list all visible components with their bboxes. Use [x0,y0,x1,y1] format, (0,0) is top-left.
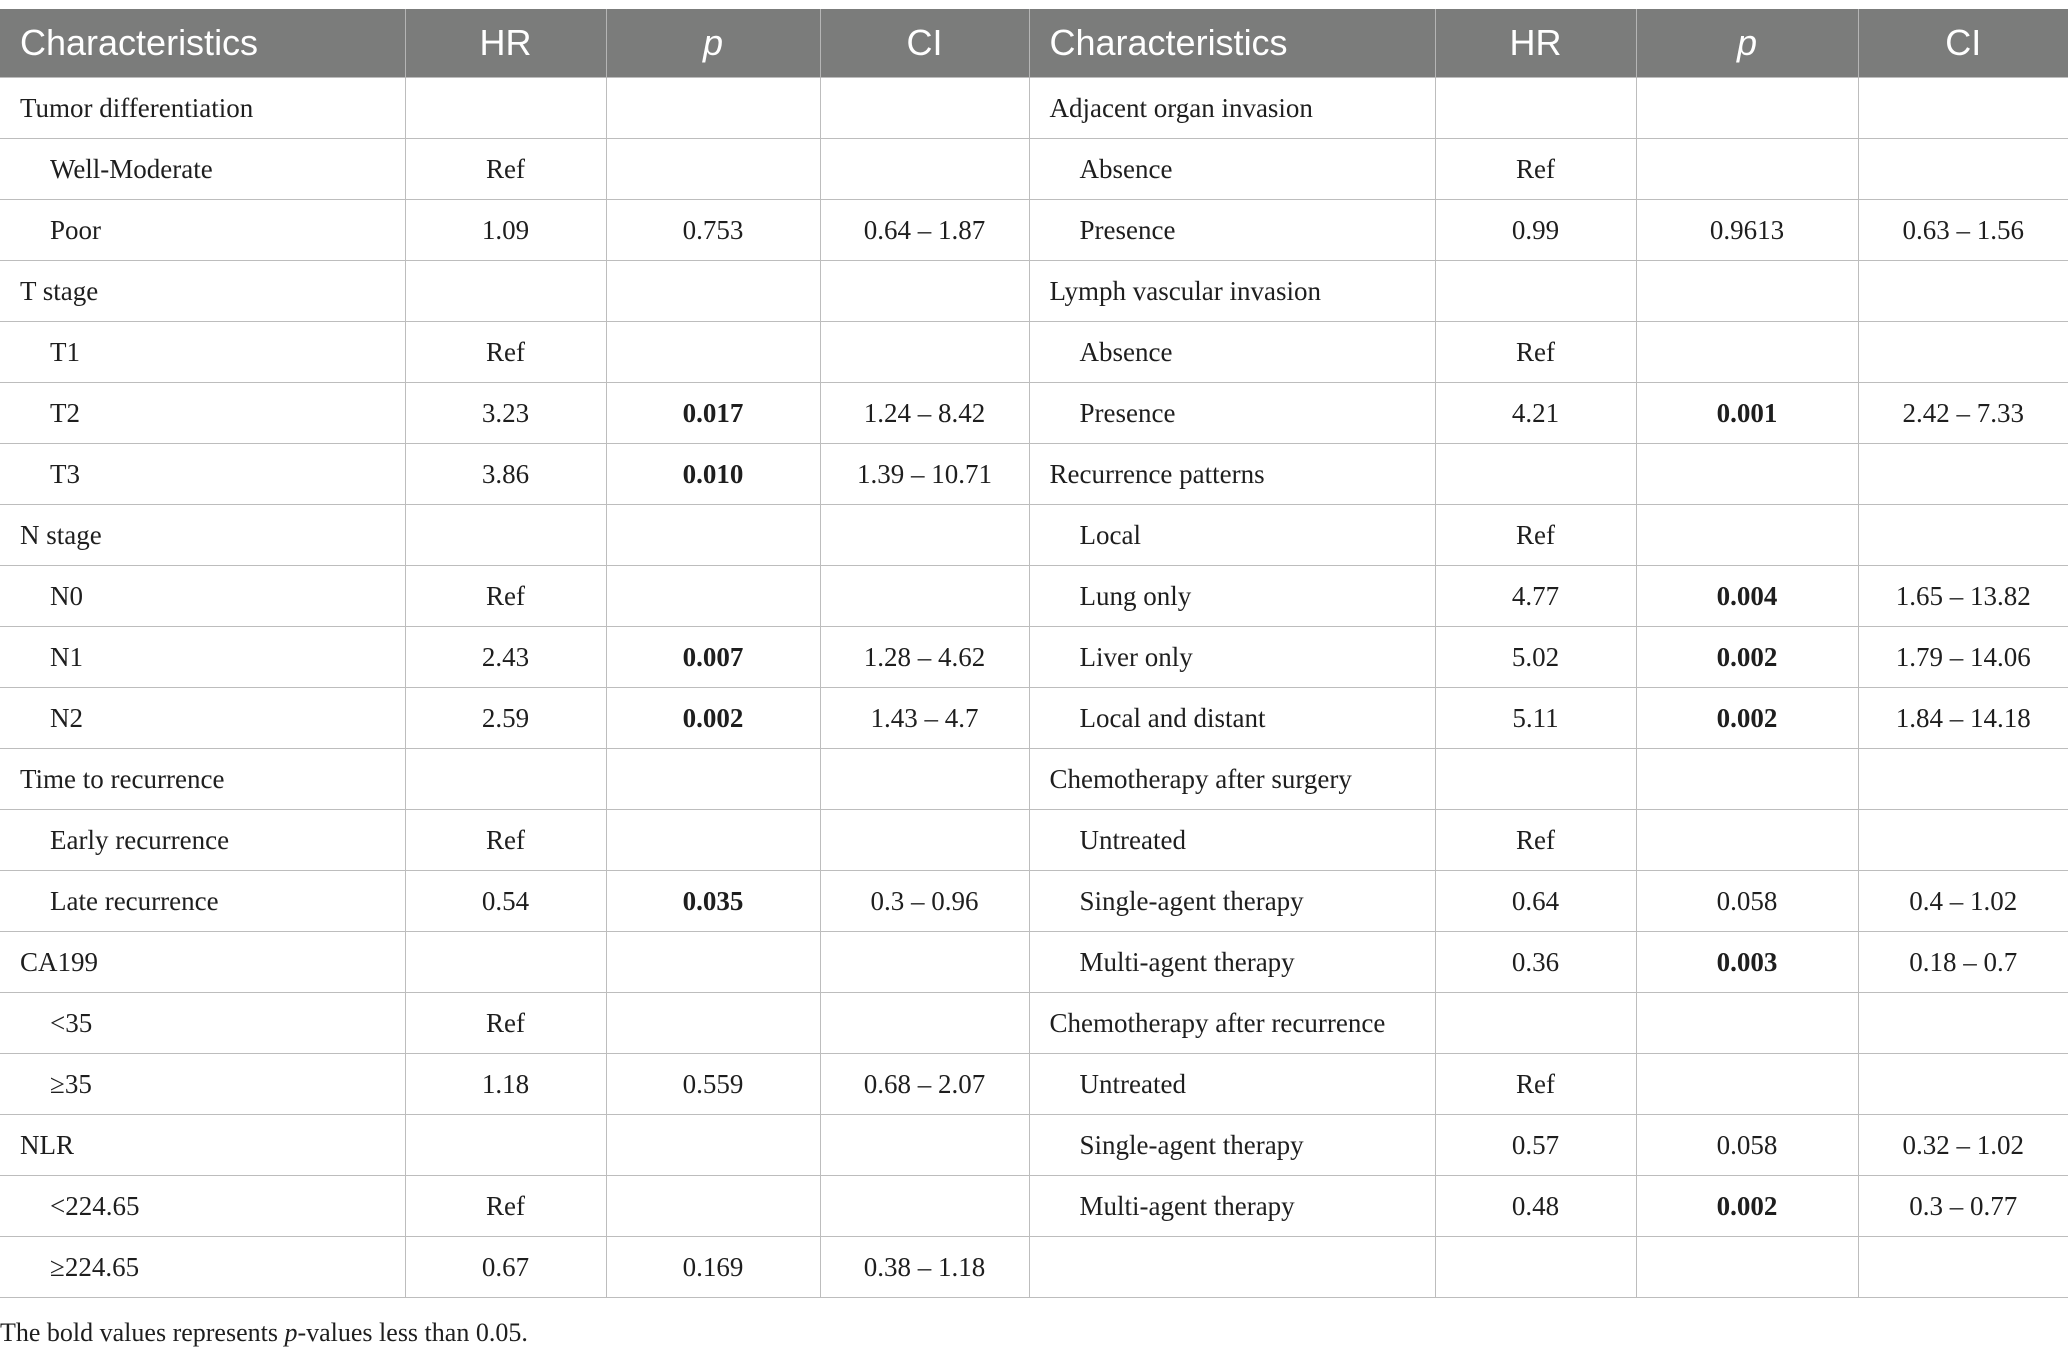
right-hr-cell [1435,261,1636,322]
right-characteristic-cell: Multi-agent therapy [1029,1176,1435,1237]
left-ci-cell [820,1176,1029,1237]
right-ci-cell: 1.84 – 14.18 [1858,688,2068,749]
left-characteristic-cell: Well-Moderate [0,139,405,200]
right-p-value-cell [1636,139,1858,200]
table-row [0,810,2068,871]
table-row [0,139,2068,200]
right-hr-cell [1435,444,1636,505]
left-p-value-cell: 0.010 [606,444,820,505]
right-characteristic-cell: Presence [1029,383,1435,444]
left-hr-cell: Ref [405,993,606,1054]
left-hr-cell: 2.59 [405,688,606,749]
right-characteristic-cell: Single-agent therapy [1029,871,1435,932]
right-p-value-cell [1636,993,1858,1054]
left-p-value-cell [606,749,820,810]
right-hr-cell: 5.11 [1435,688,1636,749]
right-hr-cell: 4.77 [1435,566,1636,627]
left-ci-cell: 1.43 – 4.7 [820,688,1029,749]
left-characteristic-cell: CA199 [0,932,405,993]
left-hr-cell [405,1115,606,1176]
right-hr-cell: Ref [1435,139,1636,200]
right-characteristic-cell: Local [1029,505,1435,566]
table-body [0,78,2068,1298]
right-characteristic-cell: Liver only [1029,627,1435,688]
right-p-value-cell [1636,1054,1858,1115]
right-p-value-cell: 0.058 [1636,1115,1858,1176]
right-characteristic-cell: Multi-agent therapy [1029,932,1435,993]
table-row [0,505,2068,566]
header-characteristics-right: Characteristics [1029,9,1435,78]
left-ci-cell: 0.64 – 1.87 [820,200,1029,261]
table-row [0,566,2068,627]
right-ci-cell: 1.79 – 14.06 [1858,627,2068,688]
left-hr-cell: 3.23 [405,383,606,444]
table-row [0,78,2068,139]
table-row [0,627,2068,688]
table-row [0,932,2068,993]
results-table-container [0,9,2068,1298]
left-p-value-cell [606,139,820,200]
left-ci-cell [820,505,1029,566]
left-hr-cell: 1.09 [405,200,606,261]
right-ci-cell [1858,139,2068,200]
right-p-value-cell: 0.001 [1636,383,1858,444]
right-ci-cell [1858,1237,2068,1298]
table-row [0,1237,2068,1298]
table-row [0,1054,2068,1115]
left-p-value-cell [606,1115,820,1176]
left-p-value-cell: 0.017 [606,383,820,444]
left-p-value-cell [606,322,820,383]
left-characteristic-cell: NLR [0,1115,405,1176]
table-footnote [0,1318,528,1348]
left-hr-cell: 0.67 [405,1237,606,1298]
footnote-text-before: The bold values represents [0,1318,285,1347]
right-p-value-cell [1636,261,1858,322]
left-hr-cell: 3.86 [405,444,606,505]
right-ci-cell [1858,78,2068,139]
left-characteristic-cell: T stage [0,261,405,322]
left-p-value-cell [606,1176,820,1237]
right-ci-cell: 0.32 – 1.02 [1858,1115,2068,1176]
left-p-value-cell: 0.007 [606,627,820,688]
header-hr-right: HR [1435,9,1636,78]
right-ci-cell: 0.3 – 0.77 [1858,1176,2068,1237]
footnote-text-after: -values less than 0.05. [297,1318,528,1347]
right-ci-cell [1858,810,2068,871]
table-row [0,749,2068,810]
left-ci-cell: 1.28 – 4.62 [820,627,1029,688]
left-ci-cell: 0.3 – 0.96 [820,871,1029,932]
left-ci-cell: 1.24 – 8.42 [820,383,1029,444]
left-characteristic-cell: T1 [0,322,405,383]
left-characteristic-cell: ≥35 [0,1054,405,1115]
header-ci-left: CI [820,9,1029,78]
right-hr-cell: Ref [1435,810,1636,871]
left-ci-cell [820,261,1029,322]
right-ci-cell [1858,322,2068,383]
left-characteristic-cell: Poor [0,200,405,261]
left-ci-cell: 0.38 – 1.18 [820,1237,1029,1298]
left-characteristic-cell: N stage [0,505,405,566]
right-p-value-cell: 0.058 [1636,871,1858,932]
right-p-value-cell [1636,1237,1858,1298]
left-characteristic-cell: N0 [0,566,405,627]
right-hr-cell: Ref [1435,1054,1636,1115]
right-characteristic-cell: Untreated [1029,1054,1435,1115]
hazard-ratio-table [0,9,2068,1298]
right-characteristic-cell: Absence [1029,139,1435,200]
table-row [0,261,2068,322]
left-ci-cell: 1.39 – 10.71 [820,444,1029,505]
right-hr-cell [1435,78,1636,139]
right-p-value-cell: 0.003 [1636,932,1858,993]
left-characteristic-cell: Tumor differentiation [0,78,405,139]
table-row [0,688,2068,749]
right-hr-cell: Ref [1435,322,1636,383]
right-ci-cell [1858,749,2068,810]
table-row [0,871,2068,932]
right-p-value-cell [1636,505,1858,566]
left-p-value-cell [606,505,820,566]
left-hr-cell [405,932,606,993]
right-hr-cell: 0.48 [1435,1176,1636,1237]
left-hr-cell: Ref [405,139,606,200]
table-row [0,1176,2068,1237]
right-ci-cell [1858,505,2068,566]
right-ci-cell: 1.65 – 13.82 [1858,566,2068,627]
right-p-value-cell [1636,322,1858,383]
footnote-p-italic: p [284,1318,298,1347]
left-hr-cell [405,749,606,810]
left-hr-cell [405,261,606,322]
right-characteristic-cell: Single-agent therapy [1029,1115,1435,1176]
right-characteristic-cell: Absence [1029,322,1435,383]
right-p-value-cell [1636,749,1858,810]
left-characteristic-cell: <35 [0,993,405,1054]
left-p-value-cell: 0.753 [606,200,820,261]
left-hr-cell: Ref [405,1176,606,1237]
table-header [0,9,2068,78]
right-hr-cell: 4.21 [1435,383,1636,444]
left-characteristic-cell: N2 [0,688,405,749]
right-p-value-cell: 0.004 [1636,566,1858,627]
header-ci-right: CI [1858,9,2068,78]
left-p-value-cell [606,993,820,1054]
right-characteristic-cell: Presence [1029,200,1435,261]
left-p-value-cell [606,566,820,627]
right-ci-cell: 0.4 – 1.02 [1858,871,2068,932]
left-p-value-cell: 0.169 [606,1237,820,1298]
left-hr-cell: 1.18 [405,1054,606,1115]
left-p-value-cell: 0.002 [606,688,820,749]
table-row [0,383,2068,444]
right-hr-cell [1435,993,1636,1054]
header-p-right: p [1636,9,1858,78]
right-hr-cell: 0.64 [1435,871,1636,932]
left-characteristic-cell: Time to recurrence [0,749,405,810]
left-characteristic-cell: N1 [0,627,405,688]
right-characteristic-cell: Adjacent organ invasion [1029,78,1435,139]
header-hr-left: HR [405,9,606,78]
right-p-value-cell: 0.9613 [1636,200,1858,261]
header-characteristics-left: Characteristics [0,9,405,78]
right-characteristic-cell: Local and distant [1029,688,1435,749]
right-ci-cell [1858,444,2068,505]
table-row [0,993,2068,1054]
left-ci-cell [820,993,1029,1054]
right-characteristic-cell: Recurrence patterns [1029,444,1435,505]
right-hr-cell [1435,1237,1636,1298]
right-ci-cell [1858,1054,2068,1115]
header-p-left: p [606,9,820,78]
left-hr-cell: Ref [405,322,606,383]
header-row [0,9,2068,78]
right-characteristic-cell [1029,1237,1435,1298]
left-ci-cell [820,139,1029,200]
right-hr-cell [1435,749,1636,810]
left-hr-cell: Ref [405,566,606,627]
left-characteristic-cell: ≥224.65 [0,1237,405,1298]
left-p-value-cell [606,932,820,993]
left-ci-cell [820,566,1029,627]
left-hr-cell: Ref [405,810,606,871]
left-characteristic-cell: Late recurrence [0,871,405,932]
right-p-value-cell: 0.002 [1636,627,1858,688]
left-characteristic-cell: T2 [0,383,405,444]
left-characteristic-cell: Early recurrence [0,810,405,871]
right-characteristic-cell: Chemotherapy after recurrence [1029,993,1435,1054]
right-p-value-cell: 0.002 [1636,688,1858,749]
left-ci-cell [820,749,1029,810]
right-characteristic-cell: Lymph vascular invasion [1029,261,1435,322]
table-row [0,1115,2068,1176]
left-p-value-cell [606,261,820,322]
left-p-value-cell [606,810,820,871]
right-p-value-cell [1636,444,1858,505]
right-hr-cell: 0.99 [1435,200,1636,261]
left-ci-cell [820,810,1029,871]
left-hr-cell [405,505,606,566]
right-hr-cell: Ref [1435,505,1636,566]
right-ci-cell: 0.63 – 1.56 [1858,200,2068,261]
table-row [0,322,2068,383]
left-ci-cell [820,932,1029,993]
left-hr-cell: 0.54 [405,871,606,932]
left-p-value-cell [606,78,820,139]
left-hr-cell [405,78,606,139]
left-ci-cell [820,322,1029,383]
left-ci-cell: 0.68 – 2.07 [820,1054,1029,1115]
right-characteristic-cell: Untreated [1029,810,1435,871]
left-hr-cell: 2.43 [405,627,606,688]
table-row [0,200,2068,261]
table-row [0,444,2068,505]
left-p-value-cell: 0.035 [606,871,820,932]
right-ci-cell [1858,993,2068,1054]
right-hr-cell: 0.36 [1435,932,1636,993]
left-p-value-cell: 0.559 [606,1054,820,1115]
left-ci-cell [820,1115,1029,1176]
right-ci-cell: 2.42 – 7.33 [1858,383,2068,444]
left-characteristic-cell: T3 [0,444,405,505]
right-hr-cell: 0.57 [1435,1115,1636,1176]
right-p-value-cell [1636,810,1858,871]
left-ci-cell [820,78,1029,139]
right-ci-cell [1858,261,2068,322]
right-p-value-cell: 0.002 [1636,1176,1858,1237]
right-characteristic-cell: Lung only [1029,566,1435,627]
right-ci-cell: 0.18 – 0.7 [1858,932,2068,993]
right-characteristic-cell: Chemotherapy after surgery [1029,749,1435,810]
right-hr-cell: 5.02 [1435,627,1636,688]
right-p-value-cell [1636,78,1858,139]
left-characteristic-cell: <224.65 [0,1176,405,1237]
